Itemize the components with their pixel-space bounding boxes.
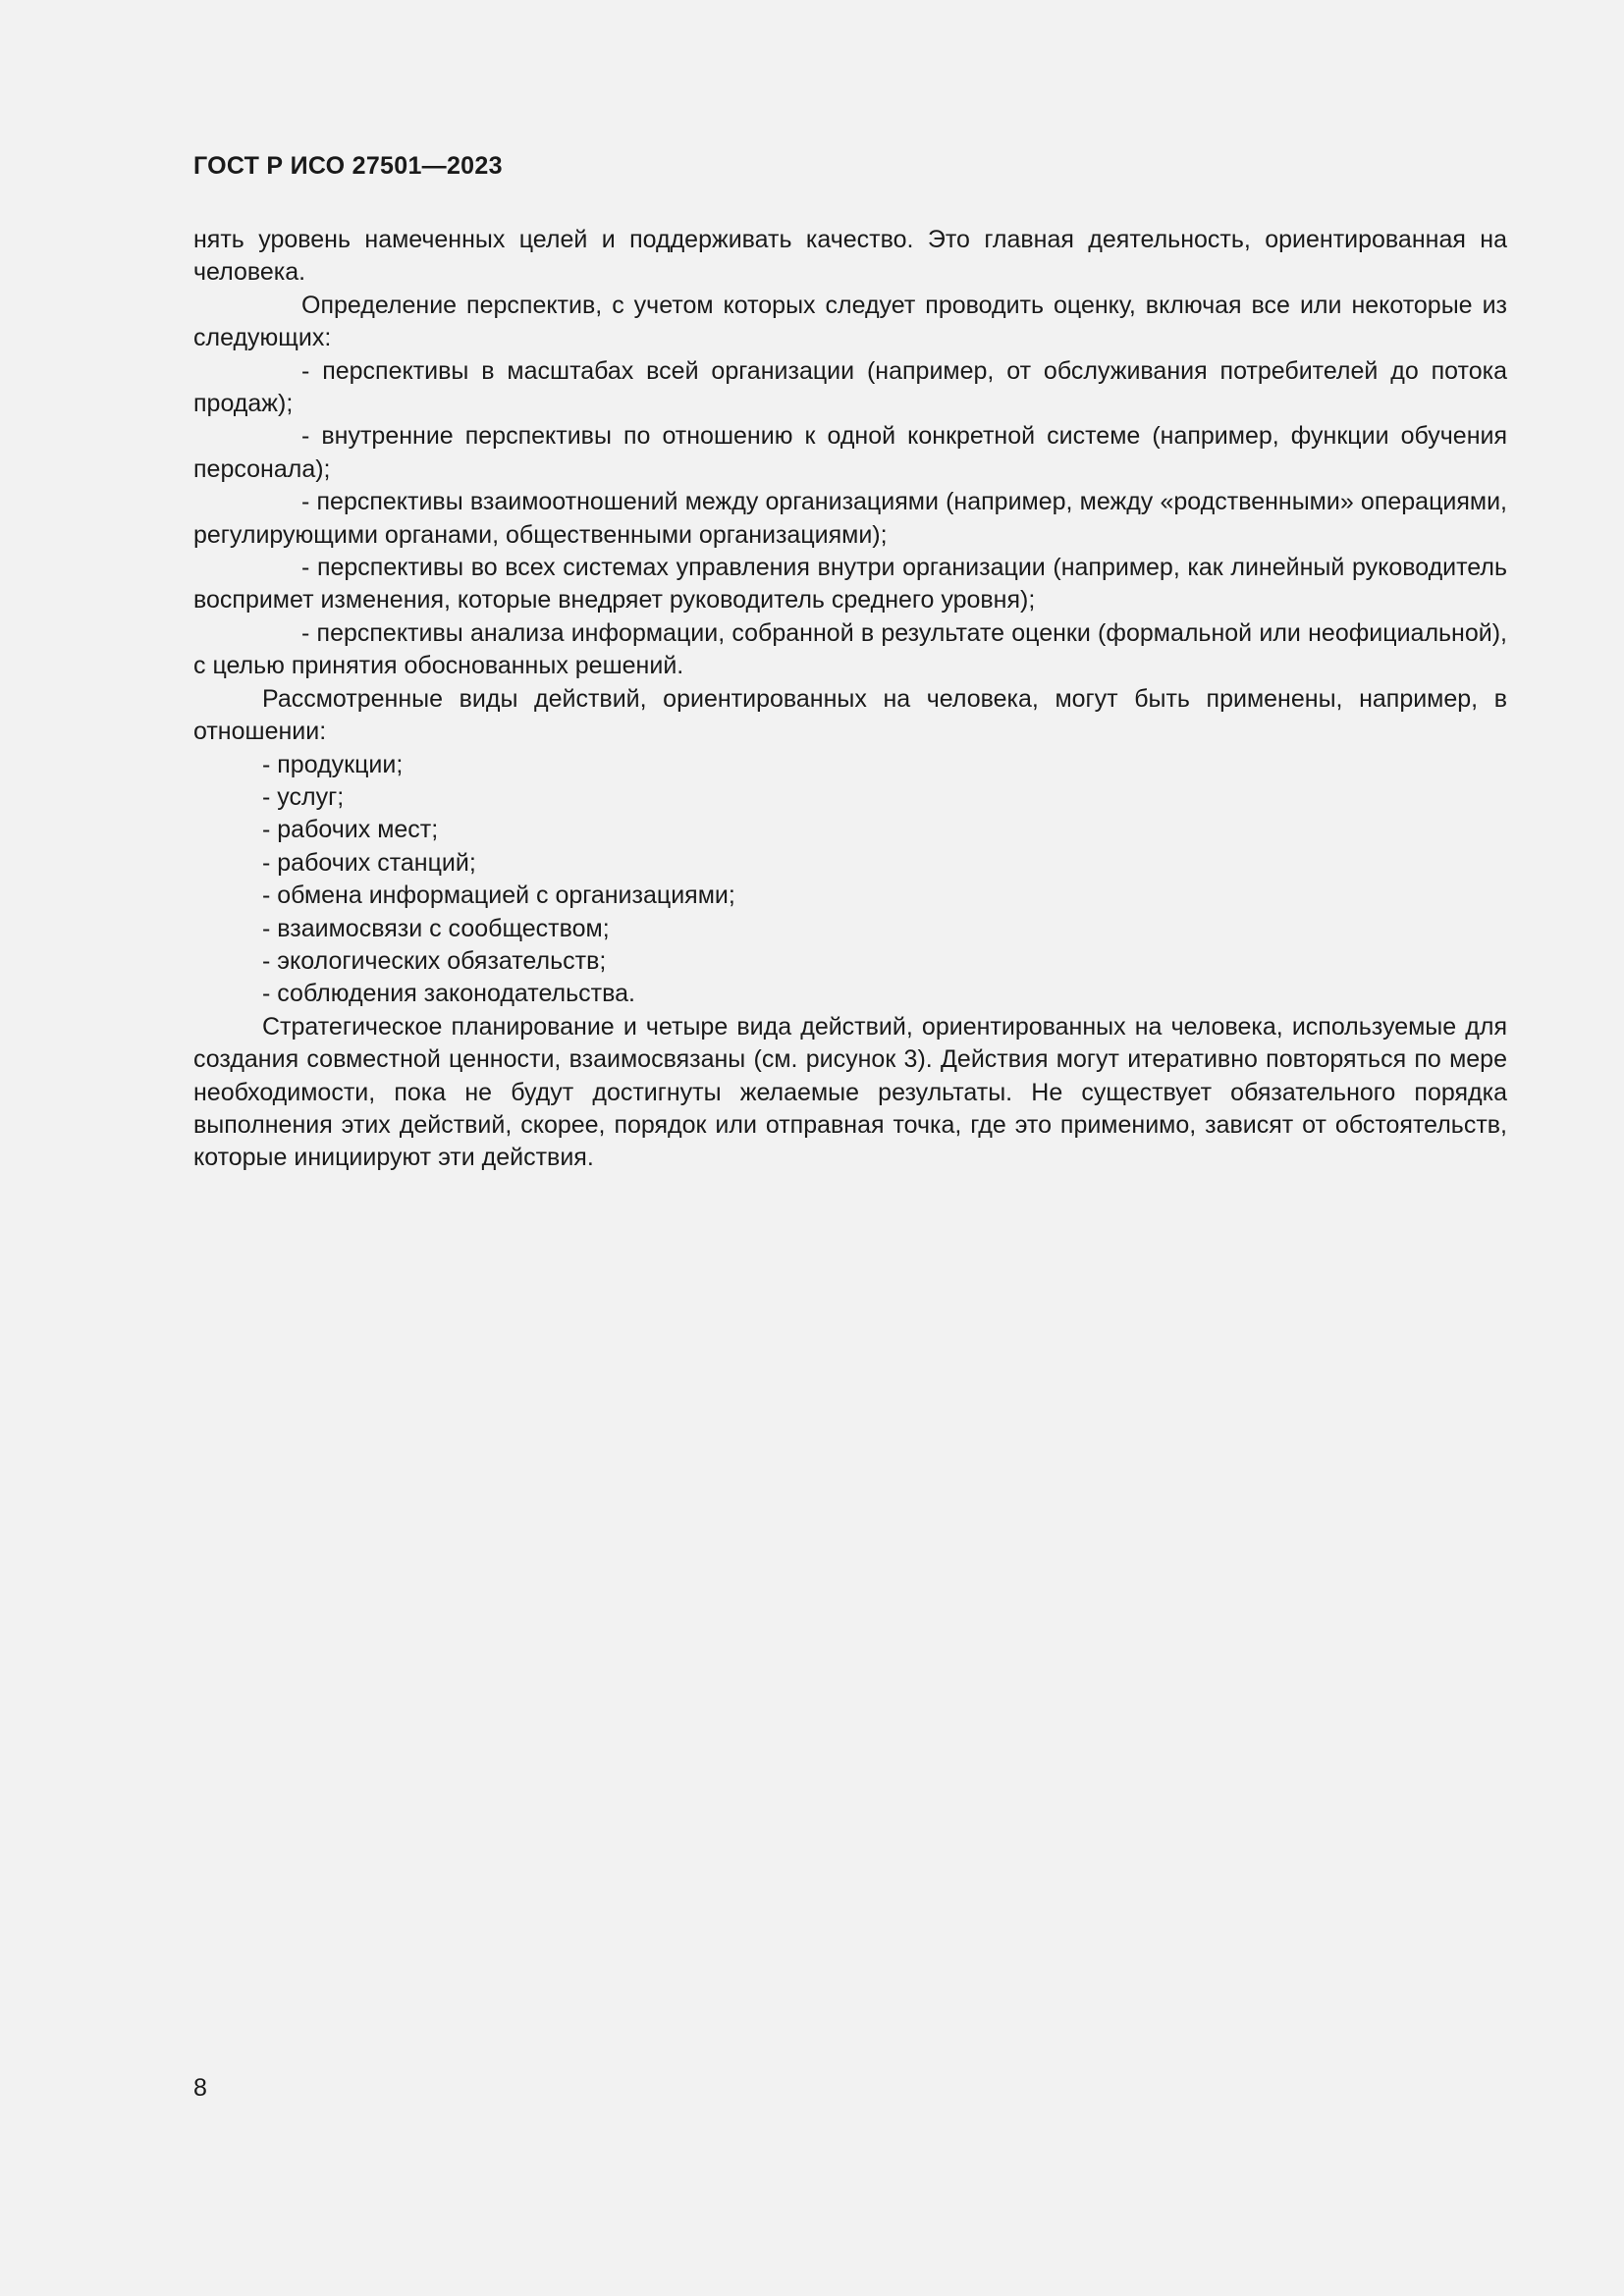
perspective-item: - перспективы анализа информации, собранной в результате оценки (формальной или неофициальной), с целью принятия обоснованных решений.: [193, 618, 1507, 680]
perspective-item: - перспективы во всех системах управления внутри организации (например, как линейный руководитель воспримет изменения, которые внедряет руководитель среднего уровня);: [193, 554, 1507, 614]
document-header: ГОСТ Р ИСО 27501—2023: [193, 152, 503, 180]
perspective-item: - перспективы в масштабах всей организации (например, от обслуживания потребителей до потока продаж);: [193, 356, 1507, 418]
list-item: - обмена информацией с организациями;: [262, 881, 735, 910]
page-number: 8: [193, 2074, 207, 2102]
perspective-item: - внутренние перспективы по отношению к одной конкретной системе (например, функции обучения персонала);: [193, 422, 1507, 483]
list-item: - экологических обязательств;: [262, 946, 607, 975]
document-body: [193, 224, 1507, 1175]
list-item: - продукции;: [262, 750, 404, 778]
application-list: [193, 749, 1507, 1011]
list-item: - взаимосвязи с сообществом;: [262, 914, 610, 942]
paragraph-application-intro: Рассмотренные виды действий, ориентированных на человека, могут быть применены, например, в отношении:: [193, 684, 1507, 746]
list-item: - рабочих мест;: [262, 816, 439, 844]
list-item: - услуг;: [262, 782, 345, 811]
paragraph-strategic-planning: Стратегическое планирование и четыре вида действий, ориентированных на человека, используемые для создания совместной ценности, взаимосвязаны (см. рисунок 3). Действия могут итеративно повторяться по мере необходимости, пока не будут достигнуты желаемые результаты. Не существует обязательного порядка выполнения этих действий, скорее, порядок или отправная точка, где это применимо, зависят от обстоятельств, которые инициируют эти действия.: [193, 1012, 1507, 1172]
paragraph-continuation: нять уровень намеченных целей и поддерживать качество. Это главная деятельность, ориентированная на человека.: [193, 226, 1507, 287]
perspective-item: - перспективы взаимоотношений между организациями (например, между «родственными» операциями, регулирующими органами, общественными организациями);: [193, 488, 1507, 549]
list-item: - соблюдения законодательства.: [262, 980, 635, 1008]
paragraph-perspectives-intro: Определение перспектив, с учетом которых следует проводить оценку, включая все или некоторые из следующих:: [193, 291, 1507, 352]
list-item: - рабочих станций;: [262, 848, 476, 877]
